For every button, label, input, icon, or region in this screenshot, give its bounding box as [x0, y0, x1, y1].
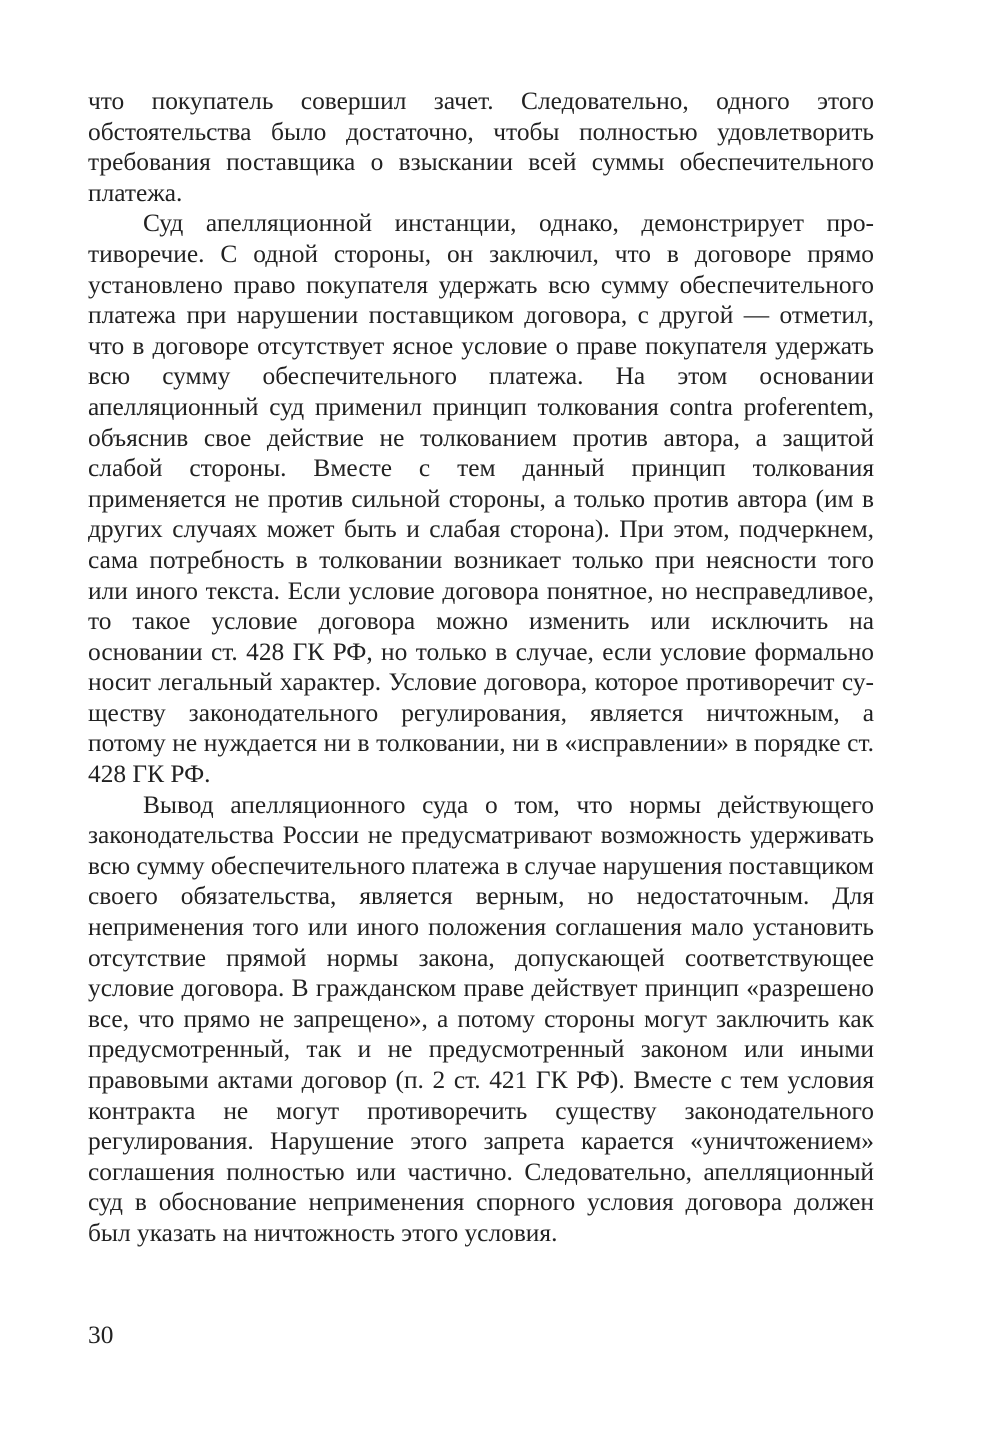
paragraph-appeal-contradiction: Суд апелляционной инстанции, однако, демонстрирует противоречие. С одной стороны, он заключил, что в договоре прямо установлено право покупателя удержать всю сумму обеспечительного платежа при нарушении поставщиком договора, с другой — отметил, что в договоре отсутствует ясное условие о праве покупателя удержать всю сумму обеспечительного платежа. На этом основании апелляционный суд применил принцип толкования contra proferentem, объяснив свое действие не толкованием против автора, а защитой слабой стороны. Вместе с тем данный принцип толкования применяется не против сильной стороны, а только против автора (им в других случаях может быть и слабая сторона). При этом, подчеркнем, сама потребность в толковании возникает только при неясности того или иного текста. Если условие договора понятное, но несправедливое, то такое условие договора можно изменить или исключить на основании ст. 428 ГК РФ, но только в случае, если условие формально носит легальный характер. Условие договора, которое противоречит существу законодательного регулирования, является ничтожным, а потому не нуждается ни в толковании, ни в «исправлении» в порядке ст. 428 ГК РФ. [88, 209, 874, 789]
body-text [88, 86, 874, 1249]
paragraph-appeal-conclusion: Вывод апелляционного суда о том, что нормы действующего законодательства России не предусматривают возможность удерживать всю сумму обеспечительного платежа в случае нарушения поставщиком своего обязательства, является верным, но недостаточным. Для неприменения того или иного положения соглашения мало установить отсутствие прямой нормы закона, допускающей соответствующее условие договора. В гражданском праве действует принцип «разрешено все, что прямо не запрещено», а потому стороны могут заключить как предусмотренный, так и не предусмотренный законом или иными правовыми актами договор (п. 2 ст. 421 ГК РФ). Вместе с тем условия контракта не могут противоречить существу законодательного регулирования. Нарушение этого запрета карается «уничтожением» соглашения полностью или частично. Следовательно, апелляционный суд в обоснование неприменения спорного условия договора должен был указать на ничтожность этого условия. [88, 790, 874, 1247]
paragraph-continuation: что покупатель совершил зачет. Следовательно, одного этого обстоятельства было достаточно, чтобы полностью удовлетворить требования поставщика о взыскании всей суммы обеспечительного платежа. [88, 87, 874, 207]
page-number: 30 [88, 1321, 114, 1349]
